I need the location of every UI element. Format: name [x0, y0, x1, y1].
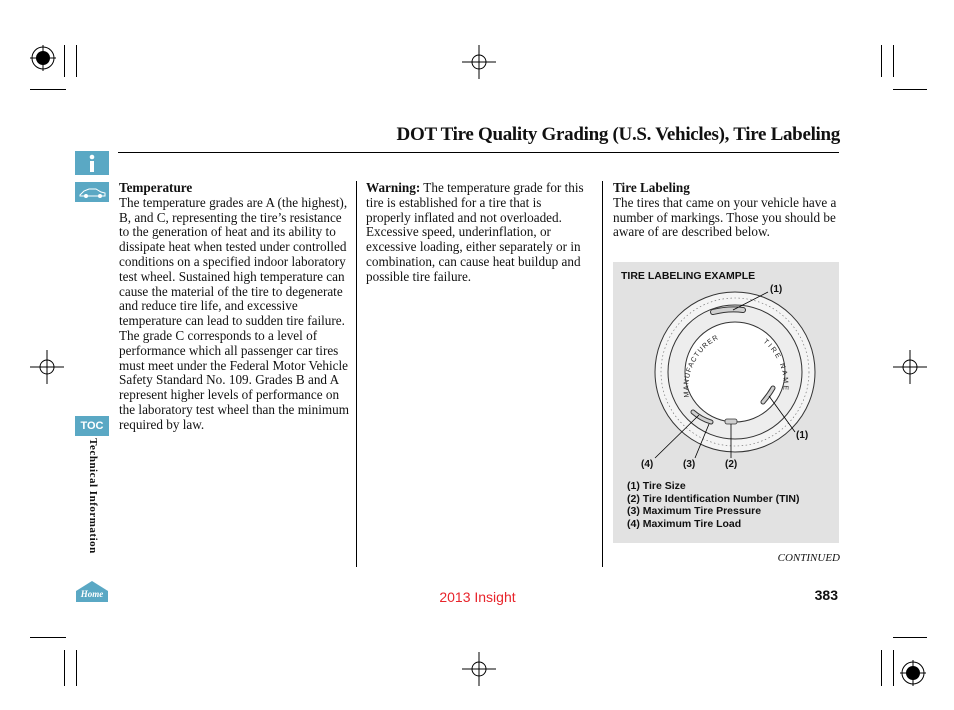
crop-mark: [881, 650, 882, 686]
crop-mark: [64, 45, 65, 77]
crosshair-right: [893, 350, 927, 389]
crosshair-left: [30, 350, 64, 389]
model-label: 2013 Insight: [439, 589, 516, 605]
crop-mark: [64, 650, 65, 686]
registration-mark-top-left: [30, 45, 56, 76]
callout-2: (2): [725, 459, 738, 470]
legend-item: (4) Maximum Tire Load: [627, 517, 742, 530]
crop-mark: [893, 89, 927, 90]
crop-mark: [30, 637, 66, 638]
crop-mark: [76, 650, 77, 686]
column-temperature: [119, 181, 349, 433]
callout-1-top: (1): [770, 284, 783, 295]
tire-name-text: TIRE NAME: [761, 338, 789, 393]
crosshair-bottom: [462, 652, 496, 691]
crop-mark: [881, 45, 882, 77]
crosshair-top: [462, 45, 496, 84]
toc-button[interactable]: TOC: [75, 416, 109, 436]
page-number: 383: [814, 587, 838, 603]
vehicle-icon[interactable]: [75, 182, 109, 202]
warning-label: Warning:: [366, 180, 421, 195]
crop-mark: [76, 45, 77, 77]
crop-mark: [893, 650, 894, 686]
callout-3: (3): [683, 459, 696, 470]
warning-body: The temperature grade for this tire is established for a tire that is properly inflated and not overloaded. Excessive speed, underinflation, or excessive loading, either separately or in combination, can cause heat buildup and possible tire failure.: [366, 180, 584, 284]
page-title: DOT Tire Quality Grading (U.S. Vehicles), Tire Labeling: [396, 124, 840, 145]
home-icon[interactable]: [74, 580, 110, 609]
figure-title: TIRE LABELING EXAMPLE: [621, 270, 756, 282]
figure-legend: [627, 480, 800, 530]
tire-labeling-heading: Tire Labeling: [613, 180, 690, 195]
column-divider: [602, 181, 603, 567]
crop-mark: [30, 89, 66, 90]
crop-mark: [893, 637, 927, 638]
column-divider: [356, 181, 357, 567]
legend-item: (1) Tire Size: [627, 480, 686, 492]
tire-labeling-figure: [613, 262, 839, 543]
temperature-body: The temperature grades are A (the highest), B, and C, representing the tire’s resistance to the generation of heat and its ability to dissipate heat when tested under controlled conditions on a specified indoor laboratory test wheel. Sustained high temperature can cause the material of the tire to degenerate and reduce tire life, and excessive temperature can lead to sudden tire failure. The grade C corresponds to a level of performance which all passenger car tires must meet under the Federal Motor Vehicle Safety Standard No. 109. Grades B and A represent higher levels of performance on the laboratory test wheel than the minimum required by law.: [119, 194, 349, 432]
section-label: Technical Information: [87, 438, 99, 554]
tire-illustration: [613, 262, 839, 482]
home-label: Home: [80, 589, 104, 599]
title-rule: [118, 152, 839, 153]
column-warning: [366, 181, 588, 285]
column-tire-labeling: [613, 181, 841, 240]
legend-item: (3) Maximum Tire Pressure: [627, 505, 762, 517]
crop-mark: [893, 45, 894, 77]
tire-labeling-body: The tires that came on your vehicle have a number of markings. Those you should be aware of are described below.: [613, 194, 837, 240]
legend-item: (2) Tire Identification Number (TIN): [627, 492, 800, 505]
callout-1-right: (1): [796, 430, 809, 441]
registration-mark-bottom-right: [900, 660, 926, 691]
info-icon[interactable]: [75, 151, 109, 175]
tire-manufacturer-text: MANUFACTURER: [683, 334, 721, 398]
continued-label: CONTINUED: [777, 552, 840, 564]
temperature-heading: Temperature: [119, 180, 193, 195]
callout-4: (4): [641, 459, 654, 470]
